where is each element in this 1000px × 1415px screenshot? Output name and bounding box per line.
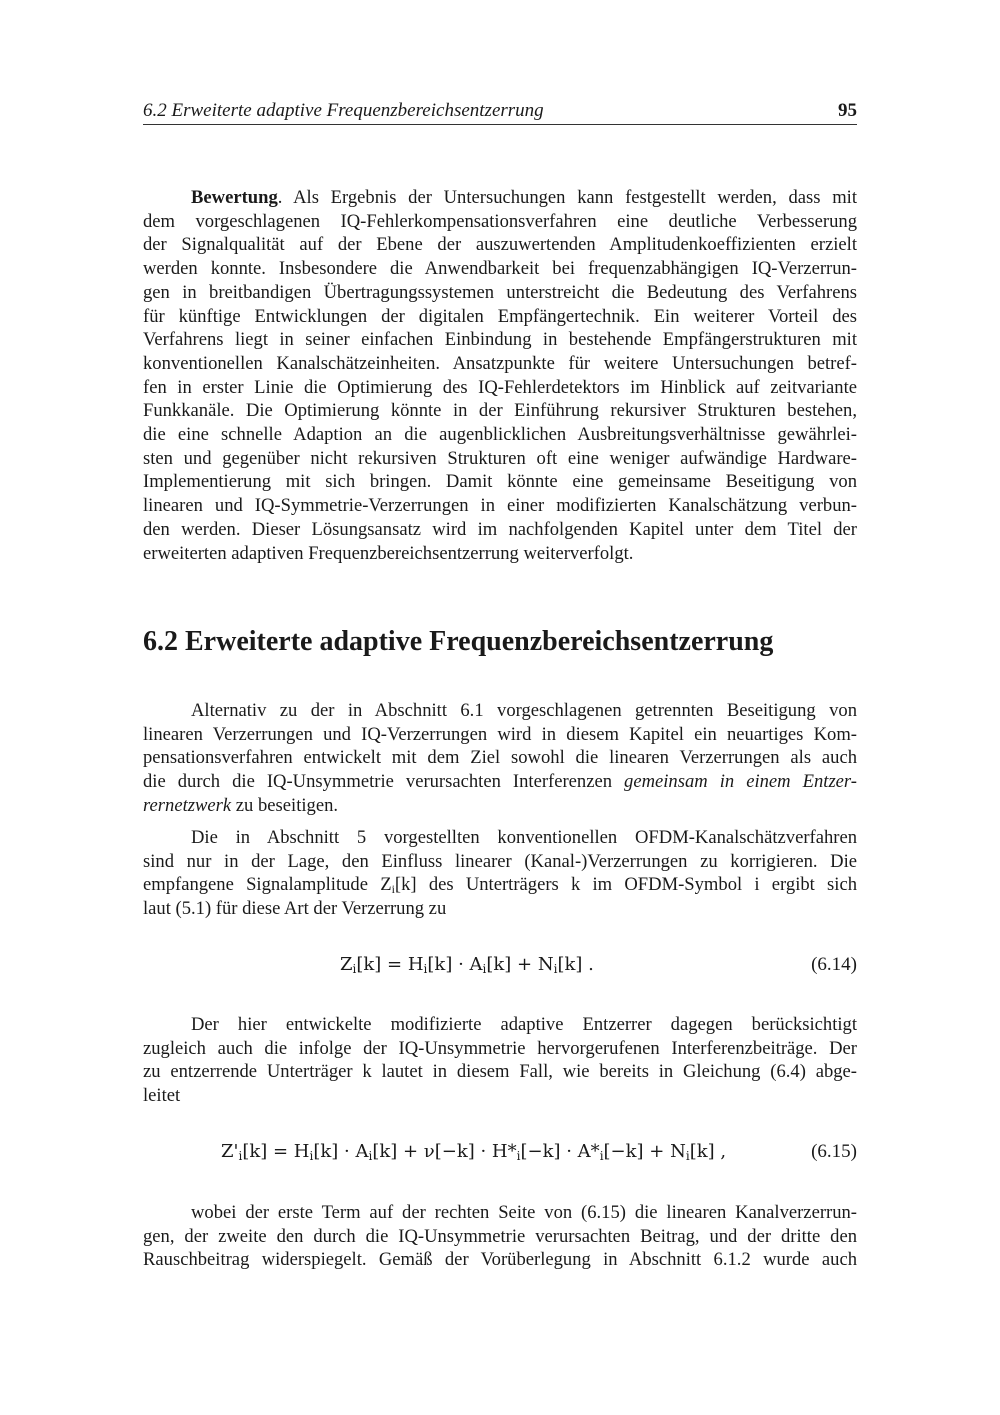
equation-6-14 — [143, 954, 857, 982]
paragraph-bewertung — [143, 186, 857, 565]
text-line: Alternativ zu der in Abschnitt 6.1 vorgeschlagenen getrennten Beseitigung von — [191, 700, 857, 721]
page-number: 95 — [838, 100, 857, 121]
text-line: Implementierung mit sich bringen. Damit könnte eine gemeinsame Beseitigung von — [143, 471, 857, 493]
text-line: Rauschbeitrag widerspiegelt. Gemäß der Vorüberlegung in Abschnitt 6.1.2 wurde auch — [143, 1249, 857, 1271]
text-line: sind nur in der Lage, den Einfluss linearer (Kanal-)Verzerrungen zu korrigieren. Die — [143, 850, 857, 872]
equation-formula: $Z_i[k] = H_i[k] \cdot A_i[k] + N_i[k]$ . — [340, 954, 594, 976]
text-line: erweiterten adaptiven Frequenzbereichsentzerrung weiterverfolgt. — [143, 542, 634, 564]
text-line: laut (5.1) für diese Art der Verzerrung zu — [143, 898, 447, 920]
text-line: fen in erster Linie die Optimierung des IQ-Fehlerdetektors im Hinblick auf zeitvariante — [143, 376, 857, 398]
section-heading: 6.2 Erweiterte adaptive Frequenzbereichsentzerrung — [143, 626, 774, 657]
text-line: gen, der zweite den durch die IQ-Unsymmetrie verursachten Beitrag, und der dritte den — [143, 1225, 857, 1247]
emphasis: rernetzwerk — [143, 794, 232, 816]
text-line: den werden. Dieser Lösungsansatz wird im nachfolgenden Kapitel unter dem Titel der — [143, 518, 857, 540]
text-line: linearen und IQ-Symmetrie-Verzerrungen in einer modifizierten Kanalschätzung verbun- — [143, 495, 857, 517]
text-line: dem vorgeschlagenen IQ-Fehlerkompensationsverfahren eine deutliche Verbesserung — [143, 210, 857, 232]
text-line: die eine schnelle Adaption an die augenblicklichen Ausbreitungsverhältnisse gewährlei- — [143, 424, 857, 446]
text-fragment: . Als Ergebnis der Untersuchungen kann festgestellt werden, dass mit — [277, 187, 857, 208]
running-title: 6.2 Erweiterte adaptive Frequenzbereichsentzerrung — [143, 100, 544, 121]
text-line: werden konnte. Insbesondere die Anwendbarkeit bei frequenzabhängigen IQ-Verzerrun- — [143, 258, 857, 280]
equation-6-15 — [143, 1141, 857, 1169]
text-line: Der hier entwickelte modifizierte adaptive Entzerrer dagegen berücksichtigt — [191, 1014, 857, 1035]
text-line — [143, 794, 857, 818]
paragraph-terme — [143, 1201, 857, 1272]
text-line: sten und gegenüber nicht rekursiven Strukturen oft eine weniger aufwändige Hardware- — [143, 447, 857, 469]
text-line: gen in breitbandigen Übertragungssystemen unterstreicht die Bedeutung des Verfahrens — [143, 281, 857, 303]
text-line: leitet — [143, 1085, 181, 1107]
text-line: zu entzerrende Unterträger k lautet in diesem Fall, wie bereits in Gleichung (6.4) abge- — [143, 1061, 857, 1083]
text-line: pensationsverfahren entwickelt mit dem Ziel sowohl die linearen Verzerrungen als auch — [143, 747, 857, 769]
paragraph-lead: Bewertung — [191, 187, 278, 208]
emphasis: gemeinsam in einem Entzer- — [624, 771, 857, 793]
subscript: i — [391, 882, 395, 897]
text-fragment: zu beseitigen. — [231, 794, 339, 816]
text-fragment: die durch die IQ-Unsymmetrie verursachten Interferenzen — [143, 771, 625, 793]
paragraph-alternativ — [143, 699, 857, 818]
equation-number: (6.15) — [811, 1141, 857, 1162]
paragraph-modifizierter-entzerrer — [143, 1013, 857, 1108]
text-line: konventionellen Kanalschätzeinheiten. Ansatzpunkte für weitere Untersuchungen betref- — [143, 352, 857, 374]
text-line: Die in Abschnitt 5 vorgestellten konventionellen OFDM-Kanalschätzverfahren — [191, 827, 857, 848]
text-line: Verfahrens liegt in seiner einfachen Einbindung in bestehende Empfängerstrukturen mit — [143, 329, 857, 351]
text-fragment: empfangene Signalamplitude Z — [143, 874, 392, 896]
text-line — [143, 873, 857, 897]
running-header — [143, 100, 857, 125]
equation-number: (6.14) — [811, 954, 857, 975]
text-line: für künftige Entwicklungen der digitalen Empfängertechnik. Ein weiterer Vorteil des — [143, 305, 857, 327]
text-fragment: [k] des Unterträgers k im OFDM-Symbol i ergibt sich — [394, 874, 858, 896]
paragraph-kanalschaetzung — [143, 826, 857, 921]
equation-formula: $Z'_i[k] = H_i[k] \cdot A_i[k] + \nu[-k] \cdot H*_i[-k] \cdot A*_i[-k] + N_i[k]$ , — [221, 1141, 727, 1163]
text-line: der Signalqualität auf der Ebene der auszuwertenden Amplitudenkoeffizienten erzielt — [143, 234, 857, 256]
text-line — [143, 770, 857, 794]
text-line: wobei der erste Term auf der rechten Seite von (6.15) die linearen Kanalverzerrun- — [191, 1202, 857, 1223]
text-line: linearen Verzerrungen und IQ-Verzerrungen wird in diesem Kapitel ein neuartiges Kom- — [143, 723, 857, 745]
text-line — [143, 186, 857, 210]
text-line: Funkkanäle. Die Optimierung könnte in der Einführung rekursiver Strukturen bestehen, — [143, 400, 857, 422]
text-line: zugleich auch die infolge der IQ-Unsymmetrie hervorgerufenen Interferenzbeiträge. Der — [143, 1037, 857, 1059]
